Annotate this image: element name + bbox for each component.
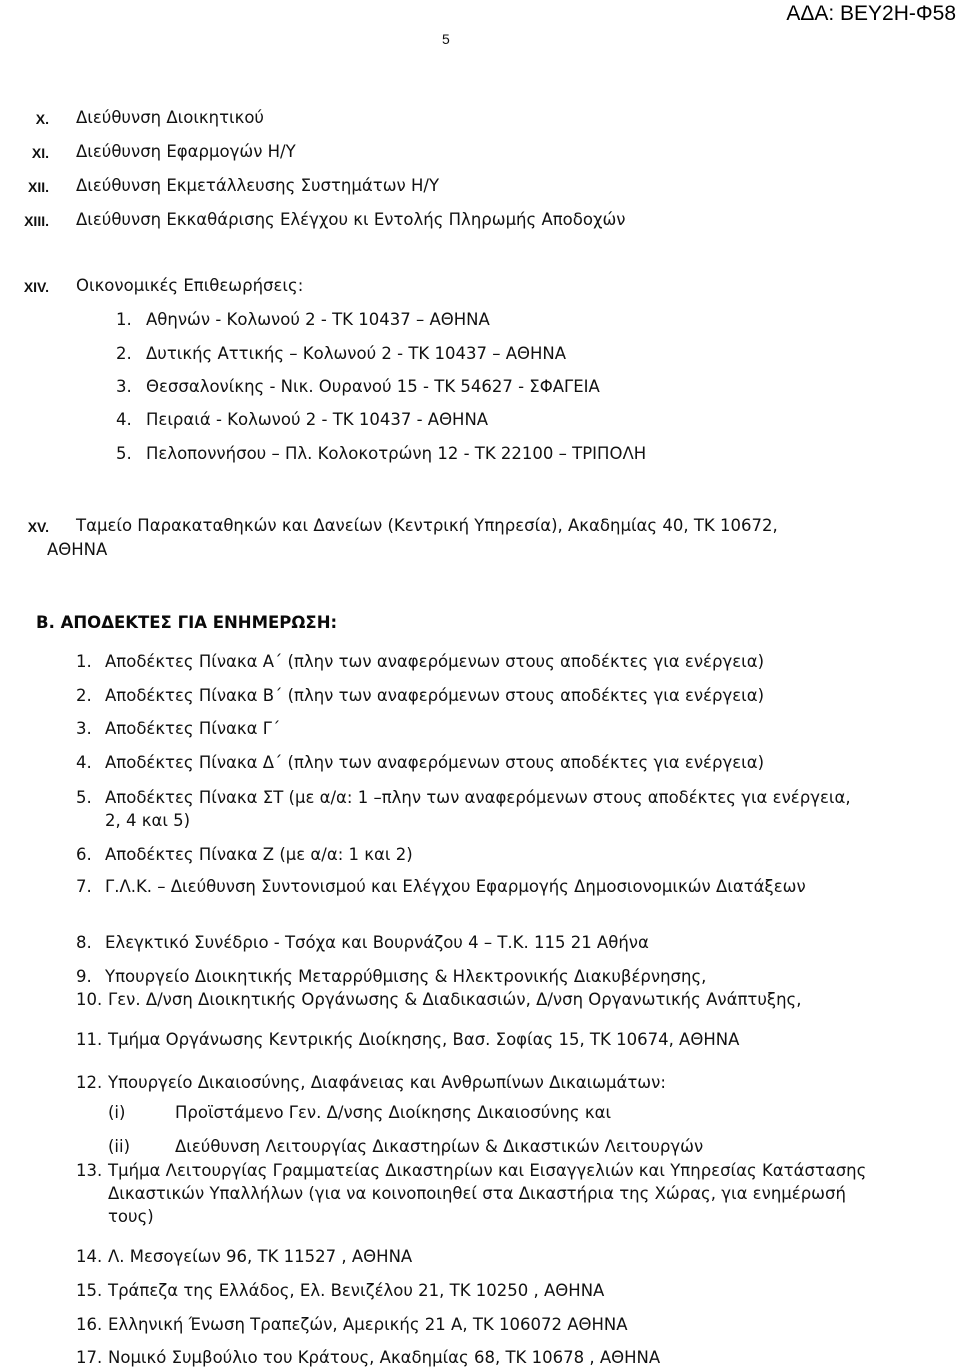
roman-number: XIII. [24, 213, 49, 229]
recipient-text: Αποδέκτες Πίνακα Δ΄ (πλην των αναφερόμενων στους αποδέκτες για ενέργεια) [105, 753, 765, 772]
recipient-text: Ελεγκτικό Συνέδριο - Τσόχα και Βουρνάζου 4 – Τ.Κ. 115 21 Αθήνα [105, 933, 649, 952]
recipient-item [76, 965, 936, 988]
recipient-number: 3. [76, 719, 92, 738]
inspection-text: Δυτικής Αττικής – Κολωνού 2 - ΤΚ 10437 – ΑΘΗΝΑ [146, 344, 567, 363]
department-text: Διεύθυνση Εκμετάλλευσης Συστημάτων Η/Υ [76, 176, 440, 195]
recipient-item [76, 1245, 936, 1268]
recipient-text: Αποδέκτες Πίνακα ΣΤ (με α/α: 1 –πλην των αναφερόμενων στους αποδέκτες για ενέργεια, 2, 4 και 5) [105, 788, 851, 830]
recipient-text: Λ. Μεσογείων 96, ΤΚ 11527 , ΑΘΗΝΑ [108, 1247, 413, 1266]
inspection-item [116, 344, 566, 363]
inspection-text: Πειραιά - Κολωνού 2 - ΤΚ 10437 - ΑΘΗΝΑ [146, 410, 489, 429]
recipient-number: 14. [76, 1247, 103, 1266]
inspection-item [116, 377, 600, 396]
recipient-item [76, 1071, 936, 1094]
inspection-number: 4. [116, 410, 132, 429]
recipient-item [76, 1279, 936, 1302]
inspection-text: Αθηνών - Κολωνού 2 - ΤΚ 10437 – ΑΘΗΝΑ [146, 310, 490, 329]
recipient-number: 11. [76, 1030, 103, 1049]
recipient-item [76, 988, 936, 1011]
inspection-number: 5. [116, 444, 132, 463]
recipient-number: 12. [76, 1073, 103, 1092]
recipient-text: Αποδέκτες Πίνακα Γ΄ [105, 719, 281, 738]
subitem-text: Προϊστάμενο Γεν. Δ/νσης Διοίκησης Δικαιοσύνης και [175, 1103, 612, 1122]
recipient-text: Ελληνική Ένωση Τραπεζών, Αμερικής 21 Α, ΤΚ 106072 ΑΘΗΝΑ [108, 1315, 628, 1334]
subitem-number: (ii) [108, 1137, 131, 1156]
section-title: Β. ΑΠΟΔΕΚΤΕΣ ΓΙΑ ΕΝΗΜΕΡΩΣΗ: [36, 613, 338, 632]
ministry-subitem [108, 1103, 611, 1122]
inspection-number: 3. [116, 377, 132, 396]
recipient-item [76, 1159, 876, 1228]
recipient-item [76, 1028, 936, 1051]
roman-number: X. [35, 111, 49, 127]
inspection-number: 2. [116, 344, 132, 363]
recipient-text: Υπουργείο Δικαιοσύνης, Διαφάνειας και Ανθρωπίνων Δικαιωμάτων: [108, 1073, 666, 1092]
inspection-text: Πελοποννήσου – Πλ. Κολοκοτρώνη 12 - ΤΚ 22100 – ΤΡΙΠΟΛΗ [146, 444, 647, 463]
recipient-number: 1. [76, 652, 92, 671]
recipient-text: Τμήμα Οργάνωσης Κεντρικής Διοίκησης, Βασ. Σοφίας 15, ΤΚ 10674, ΑΘΗΝΑ [108, 1030, 740, 1049]
recipient-number: 7. [76, 877, 92, 896]
inspection-number: 1. [116, 310, 132, 329]
recipient-item [76, 786, 866, 832]
roman-number: XI. [31, 145, 49, 161]
recipient-item [76, 650, 936, 673]
recipient-number: 17. [76, 1348, 103, 1367]
page-number: 5 [442, 31, 450, 47]
recipient-text: Υπουργείο Διοικητικής Μεταρρύθμισης & Ηλεκτρονικής Διακυβέρνησης, [105, 967, 707, 986]
recipient-item [76, 1313, 936, 1336]
recipient-number: 15. [76, 1281, 103, 1300]
roman-number: XIV. [23, 279, 49, 295]
inspection-item [116, 410, 488, 429]
recipient-number: 16. [76, 1315, 103, 1334]
recipient-text: Γ.Λ.Κ. – Διεύθυνση Συντονισμού και Ελέγχου Εφαρμογής Δημοσιονομικών Διατάξεων [105, 877, 806, 896]
recipient-text: Νομικό Συμβούλιο του Κράτους, Ακαδημίας 68, ΤΚ 10678 , ΑΘΗΝΑ [108, 1348, 661, 1367]
recipient-number: 4. [76, 753, 92, 772]
department-text-continued: ΑΘΗΝΑ [47, 540, 108, 559]
recipient-number: 10. [76, 990, 103, 1009]
recipient-text: Τμήμα Λειτουργίας Γραμματείας Δικαστηρίων και Εισαγγελιών και Υπηρεσίας Κατάστασης Δικαστικών Υπαλλήλων (για να κοινοποιηθεί στα Δικαστήρια της Χώρας, για ενημέρωσή τους) [108, 1161, 867, 1226]
subitem-text: Διεύθυνση Λειτουργίας Δικαστηρίων & Δικαστικών Λειτουργών [175, 1137, 704, 1156]
recipient-text: Αποδέκτες Πίνακα Ζ (με α/α: 1 και 2) [105, 845, 413, 864]
inspection-item [116, 444, 646, 463]
recipient-number: 6. [76, 845, 92, 864]
recipient-text: Αποδέκτες Πίνακα Α΄ (πλην των αναφερόμενων στους αποδέκτες για ενέργεια) [105, 652, 765, 671]
ada-code: ΑΔΑ: ΒΕΥ2Η-Φ58 [786, 2, 956, 25]
recipient-item [76, 684, 936, 707]
recipient-number: 5. [76, 788, 92, 807]
recipient-item [76, 717, 936, 740]
recipient-text: Γεν. Δ/νση Διοικητικής Οργάνωσης & Διαδικασιών, Δ/νση Οργανωτικής Ανάπτυξης, [108, 990, 802, 1009]
recipient-number: 9. [76, 967, 92, 986]
ministry-subitem [108, 1137, 703, 1156]
department-text: Διεύθυνση Διοικητικού [76, 108, 264, 127]
roman-number: XV. [27, 519, 49, 535]
inspection-item [116, 310, 490, 329]
recipient-item [76, 875, 816, 898]
recipient-number: 13. [76, 1161, 103, 1180]
recipient-text: Τράπεζα της Ελλάδος, Ελ. Βενιζέλου 21, ΤΚ 10250 , ΑΘΗΝΑ [108, 1281, 605, 1300]
recipient-number: 8. [76, 933, 92, 952]
department-text: Διεύθυνση Εφαρμογών Η/Υ [76, 142, 296, 161]
recipient-item [76, 931, 936, 954]
department-text: Οικονομικές Επιθεωρήσεις: [76, 276, 304, 295]
recipient-item [76, 1346, 936, 1369]
recipient-text: Αποδέκτες Πίνακα Β΄ (πλην των αναφερόμενων στους αποδέκτες για ενέργεια) [105, 686, 765, 705]
recipient-item [76, 843, 936, 866]
subitem-number: (i) [108, 1103, 126, 1122]
roman-number: XII. [27, 179, 49, 195]
department-text: Ταμείο Παρακαταθηκών και Δανείων (Κεντρική Υπηρεσία), Ακαδημίας 40, ΤΚ 10672, [76, 516, 778, 535]
inspection-text: Θεσσαλονίκης - Νικ. Ουρανού 15 - ΤΚ 54627 - ΣΦΑΓΕΙΑ [146, 377, 600, 396]
department-text: Διεύθυνση Εκκαθάρισης Ελέγχου κι Εντολής Πληρωμής Αποδοχών [76, 210, 626, 229]
recipient-item [76, 751, 936, 774]
recipient-number: 2. [76, 686, 92, 705]
